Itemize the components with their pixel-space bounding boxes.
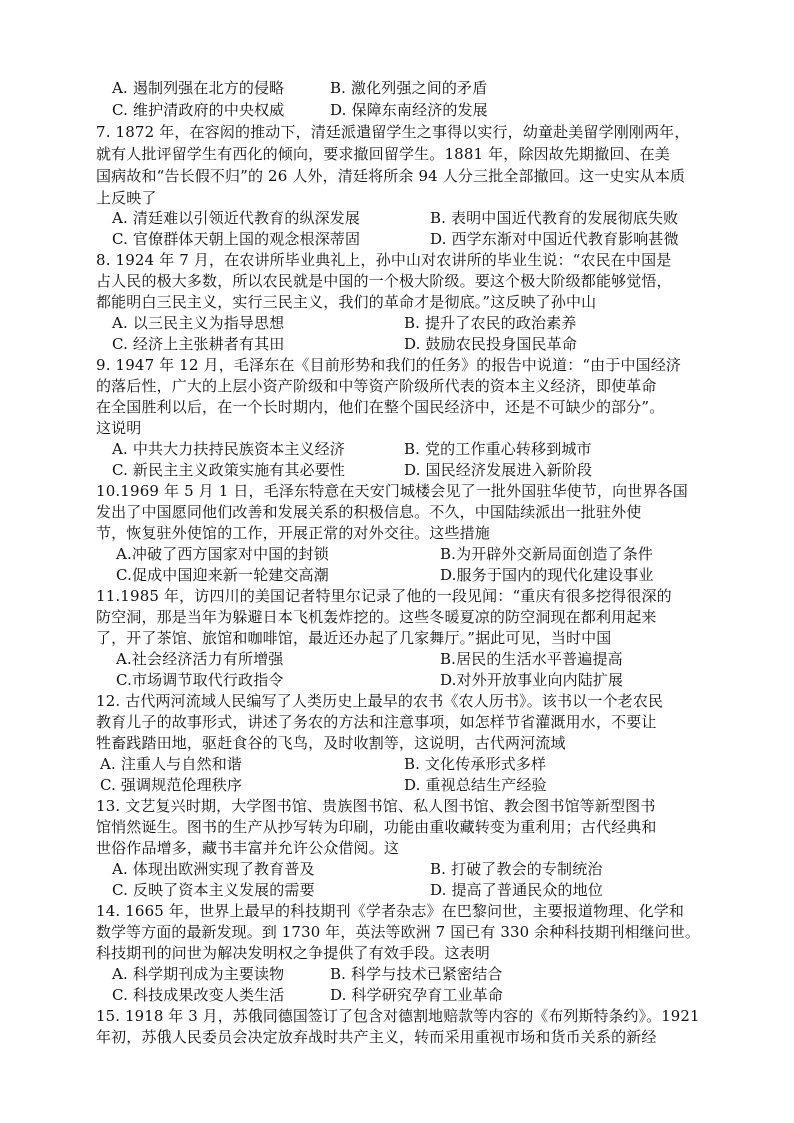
q8-stem-line-2: 占人民的极大多数，所以农民就是中国的一个极大阶级。要这个极大阶级都能够觉悟，: [96, 272, 672, 290]
q9-option-c: C. 新民主主义政策实施有其必要性: [112, 461, 346, 479]
q11-stem-line-1: 11.1985 年，访四川的美国记者特里尔记录了他的一段见闻：“重庆有很多挖得很深的: [96, 587, 672, 605]
q6-option-a: A. 遏制列强在北方的侵略: [112, 79, 285, 97]
q15-stem-line-1: 15. 1918 年 3 月，苏俄同德国签订了包含对德割地赔款等内容的《布列斯特条约》。1921: [96, 1007, 700, 1025]
q13-option-b: B. 打破了教会的专制统治: [430, 860, 603, 878]
q10-stem-line-1: 10.1969 年 5 月 1 日，毛泽东特意在天安门城楼会见了一批外国驻华使节，向世界各国: [96, 482, 688, 500]
q11-stem-line-2: 防空洞，那是当年为躲避日本飞机轰炸挖的。这些冬暖夏凉的防空洞现在都利用起来: [96, 608, 657, 626]
q6-option-c: C. 维护清政府的中央权威: [112, 101, 285, 119]
q12-stem-line-1: 12. 古代两河流域人民编写了人类历史上最早的农书《农人历书》。该书以一个老农民: [96, 692, 664, 710]
q9-option-b: B. 党的工作重心转移到城市: [404, 440, 592, 458]
q10-stem-line-3: 节，恢复驻外使馆的工作，开展正常的对外交往。这些措施: [96, 524, 490, 542]
q7-stem-line-2: 就有人批评留学生有西化的倾向，要求撤回留学生。1881 年，除因故先期撤回、在美: [96, 145, 670, 163]
q7-stem-line-1: 7. 1872 年，在容闳的推动下，清廷派遣留学生之事得以实行，幼童赴美留学刚刚两年，: [96, 123, 690, 141]
q10-stem-line-2: 发出了中国愿同他们改善和发展关系的积极信息。不久，中国陆续派出一批驻外使: [96, 503, 642, 521]
q14-stem-line-1: 14. 1665 年，世界上最早的科技期刊《学者杂志》在巴黎问世，主要报道物理、化学和: [96, 902, 685, 920]
q8-option-d: D. 鼓励农民投身国民革命: [404, 335, 577, 353]
q6-option-b: B. 激化列强之间的矛盾: [330, 79, 488, 97]
q11-option-b: B.居民的生活水平普遍提高: [440, 650, 623, 668]
q9-stem-line-2: 的落后性，广大的上层小资产阶级和中等资产阶级所代表的资本主义经济，即使革命: [96, 377, 657, 395]
q12-option-a: A. 注重人与自然和谐: [100, 755, 243, 773]
q14-stem-line-3: 科技期刊的问世为解决发明权之争提供了有效手段。这表明: [96, 944, 490, 962]
q9-option-d: D. 国民经济发展进入新阶段: [404, 461, 593, 479]
q7-option-c: C. 官僚群体天朝上国的观念根深蒂固: [112, 230, 361, 248]
q12-option-b: B. 文化传承形式多样: [404, 755, 547, 773]
q10-option-d: D.服务于国内的现代化建设事业: [440, 566, 654, 584]
q13-option-c: C. 反映了资本主义发展的需要: [112, 881, 315, 899]
q11-option-d: D.对外开放事业向内陆扩展: [440, 671, 624, 689]
q7-stem-line-4: 上反映了: [96, 189, 157, 207]
q13-stem-line-3: 世俗作品增多，藏书丰富并允许公众借阅。这: [96, 839, 400, 857]
q8-stem-line-3: 都能明白三民主义，实行三民主义，我们的革命才是彻底。”这反映了孙中山: [96, 293, 597, 311]
q9-stem-line-1: 9. 1947 年 12 月，毛泽东在《目前形势和我们的任务》的报告中说道：“由于中国经济: [96, 356, 682, 374]
q7-stem-line-3: 国病故和“告长假不归”的 26 人外，清廷将所余 94 人分三批全部撤回。这一史实从本质: [96, 167, 686, 185]
q13-stem-line-1: 13. 文艺复兴时期，大学图书馆、贵族图书馆、私人图书馆、教会图书馆等新型图书: [96, 797, 656, 815]
q12-stem-line-2: 教育儿子的故事形式，讲述了务农的方法和注意事项，如怎样节省灌溉用水，不要让: [96, 713, 657, 731]
q11-option-a: A.社会经济活力有所增强: [116, 650, 284, 668]
q9-stem-line-3: 在全国胜利以后，在一个长时期内，他们在整个国民经济中，还是不可缺少的部分”。: [96, 398, 665, 416]
q11-option-c: C.市场调节取代行政指令: [116, 671, 284, 689]
q14-stem-line-2: 数学等方面的最新发现。到 1730 年，英法等欧洲 7 国已有 330 余种科技期刊相继问世。: [96, 923, 700, 941]
q9-option-a: A. 中共大力扶持民族资本主义经济: [112, 440, 345, 458]
q12-option-c: C. 强调规范伦理秩序: [100, 776, 243, 794]
q11-stem-line-3: 了，开了茶馆、旅馆和咖啡馆，最近还办起了几家舞厅。”据此可见，当时中国: [96, 629, 612, 647]
q8-option-c: C. 经济上主张耕者有其田: [112, 335, 285, 353]
q13-option-a: A. 体现出欧洲实现了教育普及: [112, 860, 315, 878]
q7-option-b: B. 表明中国近代教育的发展彻底失败: [430, 209, 679, 227]
q7-option-d: D. 西学东渐对中国近代教育影响甚微: [430, 230, 679, 248]
q8-stem-line-1: 8. 1924 年 7 月，在农讲所毕业典礼上，孙中山对农讲所的毕业生说：“农民在中国是: [96, 251, 672, 269]
q6-option-d: D. 保障东南经济的发展: [330, 101, 488, 119]
q14-option-d: D. 科学研究孕育工业革命: [330, 986, 503, 1004]
q8-option-a: A. 以三民主义为指导思想: [112, 314, 285, 332]
q10-option-c: C.促成中国迎来新一轮建交高潮: [116, 566, 329, 584]
q13-option-d: D. 提高了普通民众的地位: [430, 881, 603, 899]
q12-stem-line-3: 牲畜践踏田地，驱赶食谷的飞鸟，及时收割等，这说明，古代两河流域: [96, 734, 566, 752]
q8-option-b: B. 提升了农民的政治素养: [404, 314, 577, 332]
q7-option-a: A. 清廷难以引领近代教育的纵深发展: [112, 209, 361, 227]
q10-option-a: A.冲破了西方国家对中国的封锁: [116, 545, 329, 563]
q13-stem-line-2: 馆悄然诞生。图书的生产从抄写转为印刷，功能由重收藏转变为重利用；古代经典和: [96, 818, 657, 836]
q14-option-b: B. 科学与技术已紧密结合: [330, 965, 503, 983]
q9-stem-line-4: 这说明: [96, 419, 142, 437]
q14-option-c: C. 科技成果改变人类生活: [112, 986, 285, 1004]
q12-option-d: D. 重视总结生产经验: [404, 776, 547, 794]
q10-option-b: B.为开辟外交新局面创造了条件: [440, 545, 654, 563]
q14-option-a: A. 科学期刊成为主要读物: [112, 965, 285, 983]
q15-stem-line-2: 年初，苏俄人民委员会决定放弃战时共产主义，转而采用重视市场和货币关系的新经: [96, 1028, 657, 1046]
